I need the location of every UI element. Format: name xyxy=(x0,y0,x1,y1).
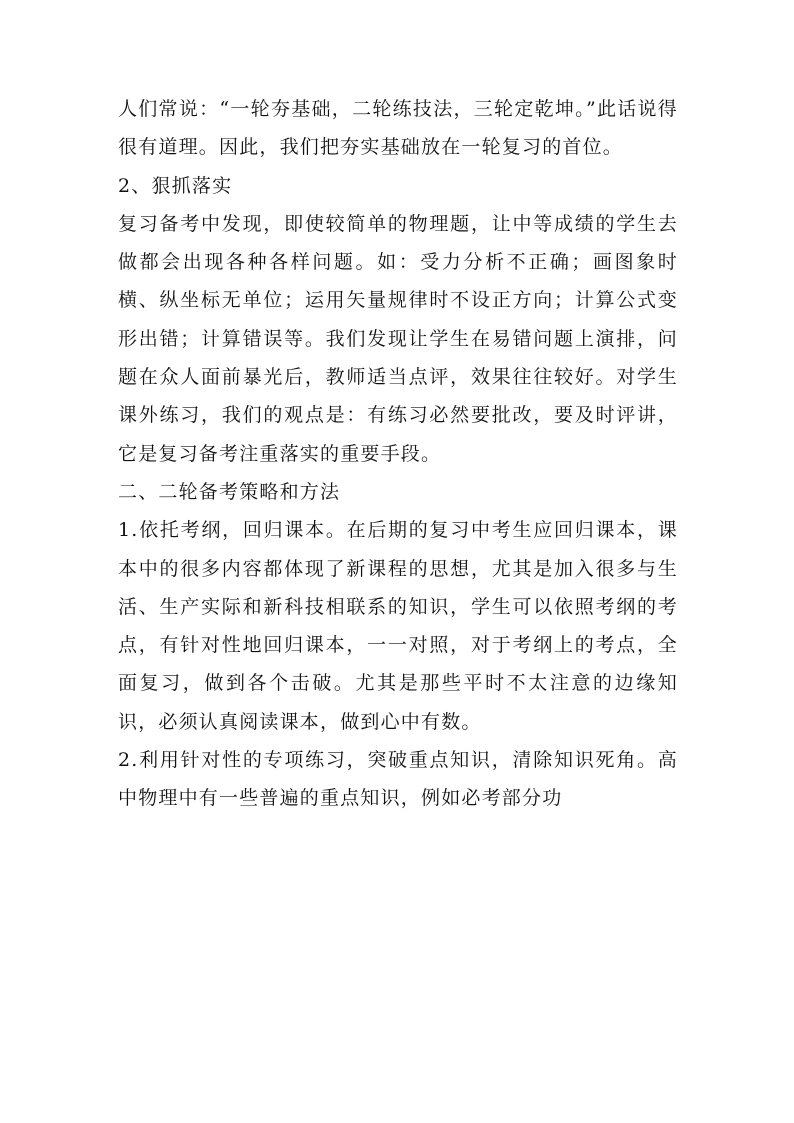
section-heading-second-round: 二、二轮备考策略和方法 xyxy=(118,480,341,503)
paragraph-strategy-2: 2.利用针对性的专项练习，突破重点知识，清除知识死角。高中物理中有一些普遍的重点知识，例如必考部分功 xyxy=(118,749,678,810)
document-body xyxy=(118,90,678,818)
section-heading-focus-implementation: 2、狠抓落实 xyxy=(118,174,233,197)
paragraph-intro-quote: 人们常说：“一轮夯基础，二轮练技法，三轮定乾坤。”此话说得很有道理。因此，我们把夯实基础放在一轮复习的首位。 xyxy=(118,98,678,159)
paragraph-strategy-1: 1.依托考纲，回归课本。在后期的复习中考生应回归课本，课本中的很多内容都体现了新课程的思想，尤其是加入很多与生活、生产实际和新科技相联系的知识，学生可以依照考纲的考点，有针对性地回归课本，一一对照，对于考纲上的考点，全面复习，做到各个击破。尤其是那些平时不太注意的边缘知识，必须认真阅读课本，做到心中有数。 xyxy=(118,519,678,733)
paragraph-implementation: 复习备考中发现，即使较简单的物理题，让中等成绩的学生去做都会出现各种各样问题。如：受力分析不正确；画图象时横、纵坐标无单位；运用矢量规律时不设正方向；计算公式变形出错；计算错误等。我们发现让学生在易错问题上演排，问题在众人面前暴光后，教师适当点评，效果往往较好。对学生课外练习，我们的观点是：有练习必然要批改，要及时评讲，它是复习备考注重落实的重要手段。 xyxy=(118,212,678,465)
